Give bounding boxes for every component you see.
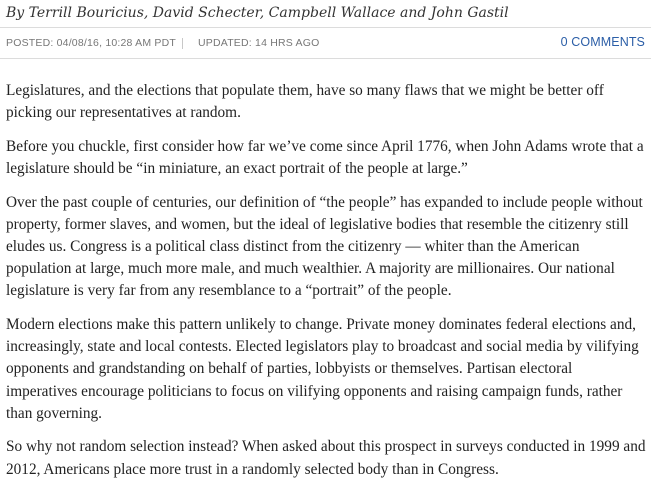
article-paragraph: Before you chuckle, first consider how far we’ve come since April 1776, when John Adams wrote that a legislature should be “in miniature, an exact portrait of the people at large.”	[6, 137, 644, 177]
article-body	[6, 80, 646, 484]
article-paragraph: Legislatures, and the elections that populate them, have so many flaws that we might be better off picking our representatives at random.	[6, 82, 604, 122]
meta-divider	[182, 38, 183, 49]
article-paragraph: Modern elections make this pattern unlikely to change. Private money dominates federal elections and, increasingly, state and local contests. Elected legislators play to broadcast and social media by vilifying opponents and grandstanding on behalf of parties, lobbyists or themselves. Partisan electoral imperatives encourage politicians to focus on vilifying opponents and raising campaign funds, rather than governing.	[6, 316, 639, 422]
article-paragraph: Over the past couple of centuries, our definition of “the people” has expanded to include people without property, former slaves, and women, but the ideal of legislative bodies that resemble the citizenry still eludes us. Congress is a political class distinct from the citizenry — whiter than the American population at large, much more male, and much wealthier. A majority are millionaires. Our national legislature is very far from any resemblance to a “portrait” of the people.	[6, 193, 643, 300]
article-byline: By Terrill Bouricius, David Schecter, Campbell Wallace and John Gastil	[6, 5, 509, 21]
article-paragraph: So why not random selection instead? When asked about this prospect in surveys conducted in 1999 and 2012, Americans place more trust in a randomly selected body than in Congress.	[6, 438, 646, 478]
comments-link[interactable]: 0 COMMENTS	[560, 35, 645, 49]
article-meta-bar	[0, 27, 651, 59]
posted-timestamp: POSTED: 04/08/16, 10:28 AM PDT	[6, 37, 176, 49]
updated-timestamp: UPDATED: 14 HRS AGO	[198, 37, 320, 49]
